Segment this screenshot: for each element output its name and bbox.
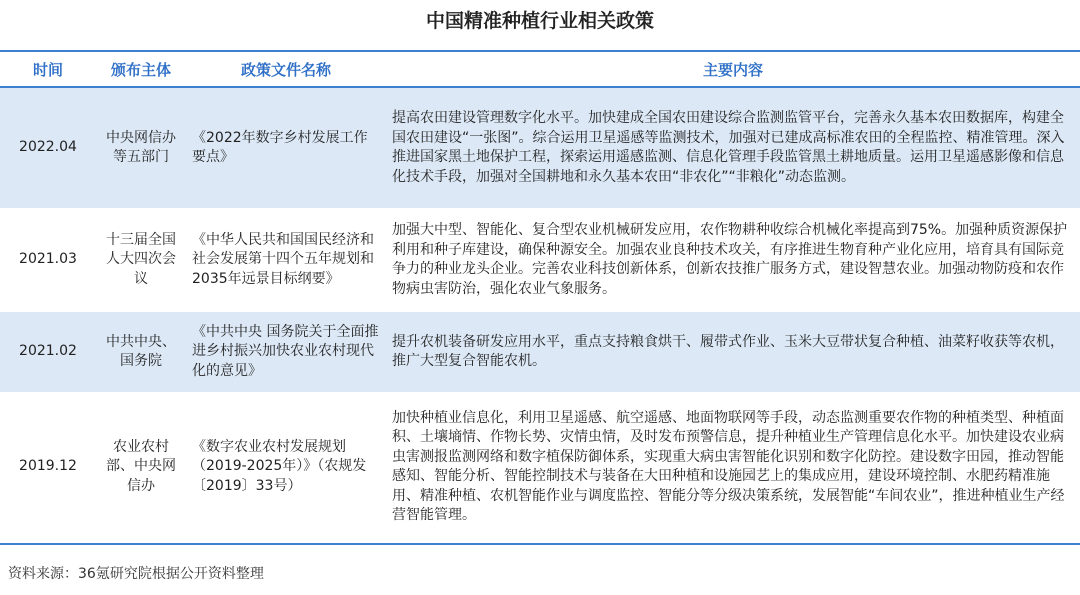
cell-issuer: 农业农村部、中央网信办 [96, 393, 186, 542]
header-content: 主要内容 [386, 52, 1080, 87]
cell-content: 加快种植业信息化，利用卫星遥感、航空遥感、地面物联网等手段，动态监测重要农作物的种植类型、种植面积、土壤墒情、作物长势、灾情虫情，及时发布预警信息，提升种植业生产管理信息化水平。加快建设农业病虫害测报监测网络和数字植保防御体系，实现重大病虫害智能化识别和数字化防控。建设数字田园，推动智能感知、智能分析、智能控制技术与装备在大田种植和设施园艺上的集成应用，建设环境控制、水肥药精准施用、精准种植、农机智能作业与调度监控、智能分等分级决策系统，发展智能“车间农业”，推进种植业生产经营智能管理。 [386, 393, 1080, 542]
table-header-row [0, 52, 1080, 87]
header-issuer: 颁布主体 [96, 52, 186, 87]
cell-content: 提升农机装备研发应用水平，重点支持粮食烘干、履带式作业、玉米大豆带状复合种植、油菜籽收获等农机，推广大型复合智能农机。 [386, 312, 1080, 393]
source-note: 资料来源：36氪研究院根据公开资料整理 [8, 566, 264, 582]
header-time: 时间 [0, 52, 96, 87]
cell-time: 2021.03 [0, 209, 96, 312]
cell-document: 《2022年数字乡村发展工作要点》 [186, 87, 386, 209]
table-row [0, 312, 1080, 393]
page-title: 中国精准种植行业相关政策 [425, 10, 654, 32]
cell-time: 2022.04 [0, 87, 96, 209]
cell-time: 2019.12 [0, 393, 96, 542]
table-row [0, 393, 1080, 542]
cell-document: 《数字农业农村发展规划（2019-2025年）》（农规发〔2019〕33号） [186, 393, 386, 542]
cell-content: 提高农田建设管理数字化水平。加快建成全国农田建设综合监测监管平台，完善永久基本农田数据库，构建全国农田建设“一张图”。综合运用卫星遥感等监测技术，加强对已建成高标准农田的全程监控、精准管理。深入推进国家黑土地保护工程，探索运用遥感监测、信息化管理手段监管黑土耕地质量。运用卫星遥感影像和信息化技术手段，加强对全国耕地和永久基本农田“非农化”“非粮化”动态监测。 [386, 87, 1080, 209]
cell-issuer: 中央网信办等五部门 [96, 87, 186, 209]
table-row [0, 209, 1080, 312]
header-document: 政策文件名称 [186, 52, 386, 87]
cell-document: 《中共中央 国务院关于全面推进乡村振兴加快农业农村现代化的意见》 [186, 312, 386, 393]
cell-issuer: 中共中央、国务院 [96, 312, 186, 393]
bottom-rule [0, 543, 1080, 545]
policy-table [0, 52, 1080, 542]
cell-document: 《中华人民共和国国民经济和社会发展第十四个五年规划和2035年远景目标纲要》 [186, 209, 386, 312]
cell-content: 加强大中型、智能化、复合型农业机械研发应用，农作物耕种收综合机械化率提高到75%。加强种质资源保护利用和种子库建设，确保种源安全。加强农业良种技术攻关，有序推进生物育种产业化应用，培育具有国际竞争力的种业龙头企业。完善农业科技创新体系，创新农技推广服务方式，建设智慧农业。加强动物防疫和农作物病虫害防治，强化农业气象服务。 [386, 209, 1080, 312]
table-row [0, 87, 1080, 209]
cell-issuer: 十三届全国人大四次会议 [96, 209, 186, 312]
cell-time: 2021.02 [0, 312, 96, 393]
